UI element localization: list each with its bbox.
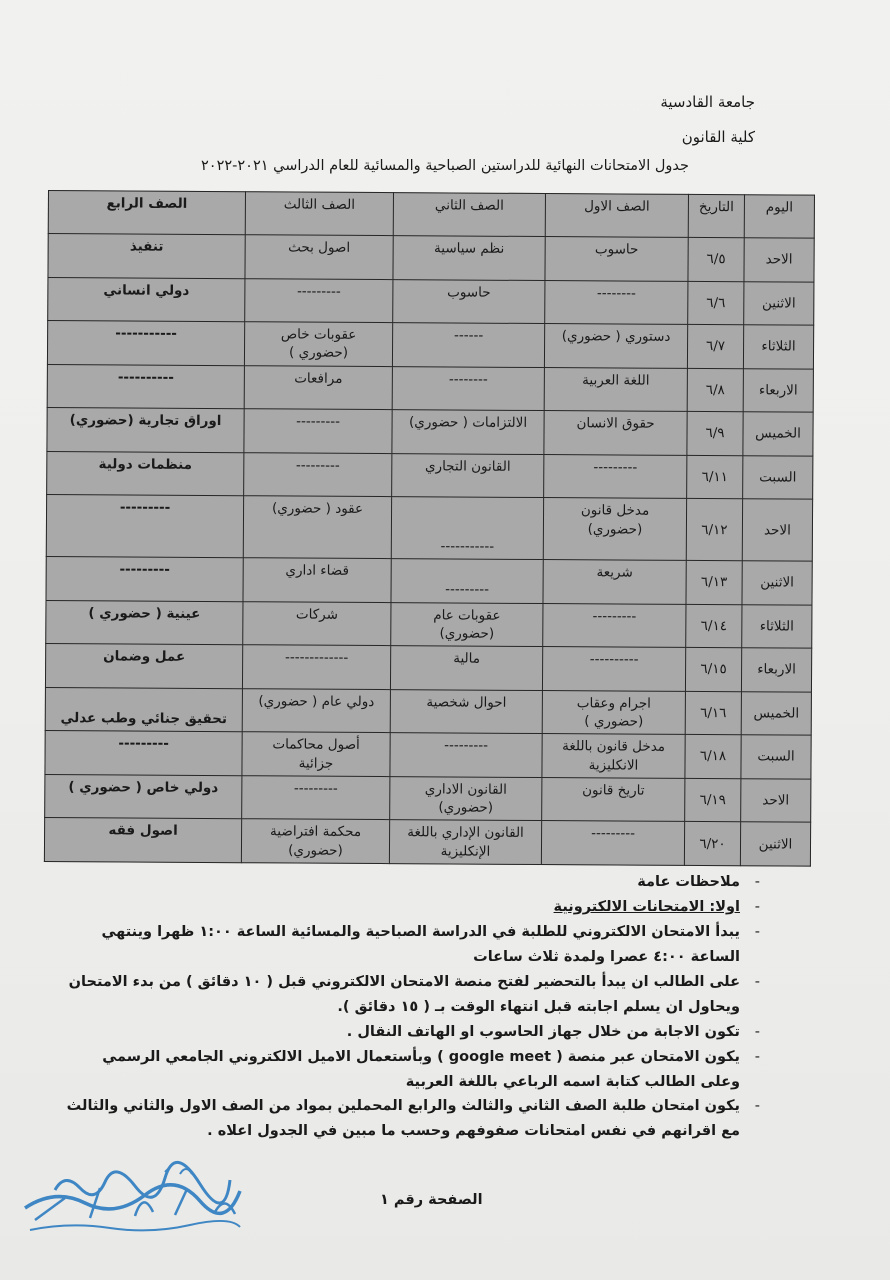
header-class-4: الصف الرابع (48, 191, 245, 235)
date-cell: ٦/٩ (687, 412, 743, 456)
course-cell: القانون الاداري (حضوري) (390, 776, 542, 820)
course-cell: تحقيق جنائي وطب عدلي (45, 687, 242, 732)
table-row (47, 408, 813, 456)
day-cell: الاربعاء (741, 648, 811, 692)
date-cell: ٦/٥ (688, 237, 744, 281)
notes-list (60, 870, 760, 1144)
day-cell: الثلاثاء (743, 325, 813, 369)
course-cell: --------- (244, 409, 392, 453)
day-cell: الاحد (744, 238, 814, 282)
date-cell: ٦/١٩ (685, 778, 741, 822)
course-cell: اجرام وعقاب (حضوري ) (542, 690, 685, 734)
course-cell: عقوبات عام (حضوري) (391, 602, 543, 646)
course-cell: تنفيذ (48, 234, 245, 279)
date-cell: ٦/١٨ (685, 735, 741, 779)
course-cell: --------- (391, 559, 543, 603)
day-cell: الخميس (743, 412, 813, 456)
date-cell: ٦/٢٠ (684, 822, 740, 866)
course-cell: حاسوب (393, 279, 545, 323)
table-row (46, 495, 812, 561)
course-cell: دستوري ( حضوري) (544, 324, 687, 368)
course-cell: مدخل قانون باللغة الانكليزية (542, 734, 685, 778)
faculty-name: كلية القانون (681, 128, 755, 146)
day-cell: الاثنين (744, 281, 814, 325)
day-cell: السبت (743, 456, 813, 500)
course-cell: --------- (46, 557, 243, 602)
day-cell: الاربعاء (743, 368, 813, 412)
course-cell: حاسوب (545, 237, 688, 281)
course-cell: --------- (45, 731, 242, 776)
note-item: - على الطالب ان يبدأ بالتحضير لفتح منصة الامتحان الالكتروني قبل ( ١٠ دقائق ) من بدء الامتحان ويحاول ان يسلم اجابته قبل انتهاء الوقت بـ ( ١٥ دقائق ). (60, 970, 760, 1020)
course-cell: --------- (46, 495, 243, 558)
exam-schedule-table (44, 190, 815, 867)
course-cell: اوراق تجارية (حضوري) (47, 408, 244, 453)
course-cell: عينية ( حضوري ) (46, 600, 243, 645)
course-cell: شركات (243, 601, 391, 645)
day-cell: الاحد (741, 779, 811, 823)
course-cell: --------- (544, 454, 687, 498)
course-cell: دولي عام ( حضوري) (242, 688, 390, 732)
date-cell: ٦/٦ (688, 281, 744, 325)
notes-subheading (60, 895, 760, 920)
header-day: اليوم (744, 195, 814, 238)
course-cell: محكمة افتراضية (حضوري) (241, 819, 389, 863)
day-cell: السبت (741, 735, 811, 779)
table-row (45, 731, 811, 779)
date-cell: ٦/١١ (687, 455, 743, 499)
date-cell: ٦/١٢ (686, 499, 742, 561)
date-cell: ٦/٨ (687, 368, 743, 412)
date-cell: ٦/١٣ (686, 560, 742, 604)
course-cell: قضاء اداري (243, 558, 391, 602)
course-cell: --------- (541, 821, 684, 865)
date-cell: ٦/١٤ (686, 604, 742, 648)
day-cell: الثلاثاء (742, 604, 812, 648)
course-cell: --------- (242, 776, 390, 820)
table-row (48, 277, 814, 325)
course-cell: عقود ( حضوري) (243, 496, 391, 559)
course-cell: احوال شخصية (390, 689, 542, 733)
date-cell: ٦/٧ (687, 325, 743, 369)
course-cell: أصول محاكمات جزائية (242, 732, 390, 776)
date-cell: ٦/١٦ (685, 691, 741, 735)
course-cell: دولي انساني (48, 277, 245, 322)
day-cell: الاثنين (740, 822, 810, 866)
header-date: التاريخ (688, 194, 744, 237)
header-class-3: الصف الثالث (245, 192, 393, 236)
notes-heading (60, 870, 760, 895)
note-item: - تكون الاجابة من خلال جهاز الحاسوب او الهاتف النقال . (60, 1020, 760, 1045)
course-cell: -------- (545, 280, 688, 324)
day-cell: الاحد (742, 499, 812, 561)
table-row (48, 234, 814, 282)
course-cell: حقوق الانسان (544, 411, 687, 455)
course-cell: ------ (392, 323, 544, 367)
date-cell: ٦/١٥ (685, 648, 741, 692)
notes-subheading-text: اولا: الامتحانات الالكترونية (553, 898, 740, 915)
table-row (46, 557, 812, 605)
schedule-title: جدول الامتحانات النهائية للدراستين الصباحية والمسائية للعام الدراسي ٢٠٢١-٢٠٢٢ (201, 158, 689, 174)
table-row (47, 364, 813, 412)
signature-stamp (15, 1160, 250, 1240)
course-cell: --------- (543, 603, 686, 647)
course-cell: شريعة (543, 560, 686, 604)
table-row (47, 321, 813, 369)
course-cell: منظمات دولية (47, 451, 244, 496)
course-cell: --------- (245, 278, 393, 322)
course-cell: اصول بحث (245, 235, 393, 279)
course-cell: اصول فقه (44, 818, 241, 863)
course-cell: ----------- (391, 497, 543, 560)
course-cell: --------- (244, 453, 392, 497)
table-row (46, 600, 812, 648)
course-cell: تاريخ قانون (542, 777, 685, 821)
course-cell: ---------- (47, 364, 244, 409)
course-cell: مرافعات (244, 365, 392, 409)
course-cell: ----------- (47, 321, 244, 366)
table-row (45, 774, 811, 822)
course-cell: القانون التجاري (392, 453, 544, 497)
notes-heading-text: ملاحظات عامة (637, 874, 740, 890)
table-row (44, 818, 810, 866)
course-cell: دولي خاص ( حضوري ) (45, 774, 242, 819)
page-number: الصفحة رقم ١ (380, 1192, 483, 1208)
course-cell: اللغة العربية (544, 367, 687, 411)
note-item: - يكون امتحان طلبة الصف الثاني والثالث والرابع المحملين بمواد من الصف الاول والثاني والثالث مع اقرانهم في نفس امتحانات صفوفهم وحسب ما مبين في الجدول اعلاه . (60, 1094, 760, 1144)
course-cell: ------------- (242, 645, 390, 689)
header-class-1: الصف الاول (545, 194, 688, 238)
day-cell: الاثنين (742, 561, 812, 605)
table-body (44, 234, 814, 867)
table-row (47, 451, 813, 499)
course-cell: الالتزامات ( حضوري) (392, 410, 544, 454)
table-row (45, 644, 811, 692)
course-cell: -------- (392, 366, 544, 410)
table-row (45, 687, 811, 735)
note-item: - يبدأ الامتحان الالكتروني للطلبة في الدراسة الصباحية والمسائية الساعة ١:٠٠ ظهرا وينتهي الساعة ٤:٠٠ عصرا ولمدة ثلاث ساعات (60, 920, 760, 970)
course-cell: عمل وضمان (45, 644, 242, 689)
course-cell: مدخل قانون (حضوري) (543, 498, 686, 561)
course-cell: القانون الإداري باللغة الإنكليزية (389, 820, 541, 864)
note-item: - يكون الامتحان عبر منصة ( google meet ) وبأستعمال الاميل الالكتروني الجامعي الرسمي وعلى الطالب كتابة اسمه الرباعي باللغة العربية (60, 1045, 760, 1095)
course-cell: ---------- (542, 647, 685, 691)
day-cell: الخميس (741, 691, 811, 735)
course-cell: --------- (390, 733, 542, 777)
university-name: جامعة القادسية (660, 93, 755, 111)
header-class-2: الصف الثاني (393, 193, 545, 237)
course-cell: مالية (390, 646, 542, 690)
table-header-row (48, 191, 814, 239)
course-cell: عقوبات خاص (حضوري ) (244, 322, 392, 366)
course-cell: نظم سياسية (393, 236, 545, 280)
